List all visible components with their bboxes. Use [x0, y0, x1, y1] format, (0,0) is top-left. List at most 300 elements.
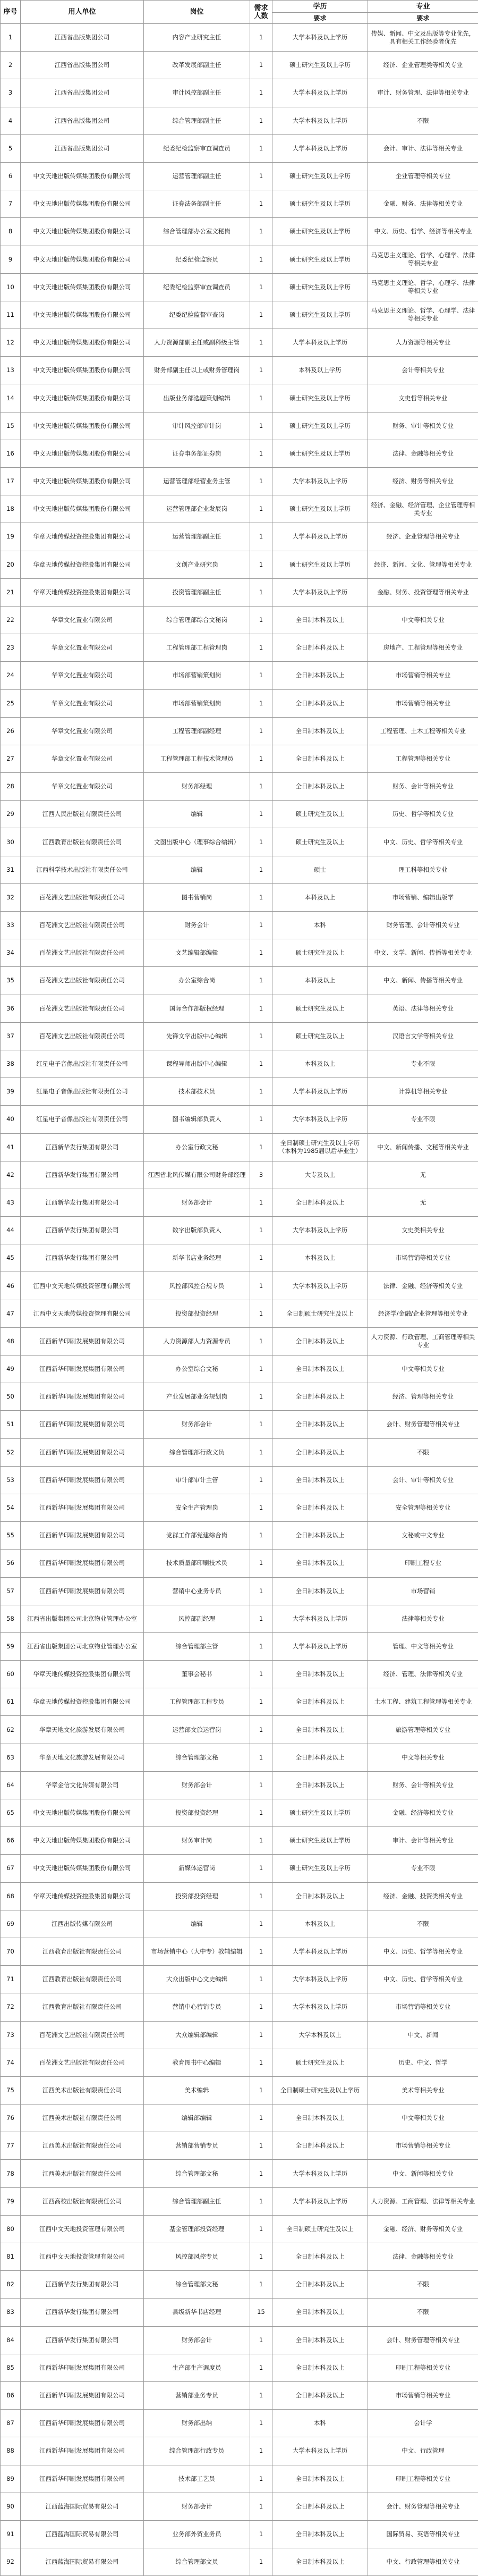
table-row: [1, 1632, 478, 1660]
cell-education: 大学本科及以上学历: [272, 24, 368, 52]
cell-major: 企业管理等相关专业: [368, 162, 478, 190]
table-row: [1, 1827, 478, 1855]
header-count: 需求人数: [250, 1, 272, 24]
cell-unit: 江西人民出版社有限责任公司: [21, 801, 144, 828]
cell-position: 大众出版中心文史编辑: [144, 1966, 250, 1993]
table-row: [1, 1106, 478, 1133]
cell-index: 4: [1, 107, 21, 134]
cell-index: 62: [1, 1716, 21, 1744]
table-row: [1, 1550, 478, 1577]
cell-count: 1: [250, 2187, 272, 2215]
cell-major: 土木工程、建筑工程管理等相关专业: [368, 1688, 478, 1716]
cell-major: 审计、财务管理、法律等相关专业: [368, 79, 478, 107]
table-row: [1, 828, 478, 856]
cell-position: 编辑: [144, 801, 250, 828]
table-row: [1, 1272, 478, 1300]
cell-position: 营销部业务专员: [144, 2381, 250, 2409]
cell-unit: 百花洲文艺出版社有限责任公司: [21, 2049, 144, 2076]
cell-index: 15: [1, 412, 21, 440]
table-row: [1, 745, 478, 772]
cell-unit: 华章天地文化旅游发展有限公司: [21, 1716, 144, 1744]
cell-position: 办公室综合文秘: [144, 1356, 250, 1383]
cell-position: 数字出版部负责人: [144, 1217, 250, 1244]
cell-unit: 江西新华印刷发展集团有限公司: [21, 1494, 144, 1521]
cell-index: 74: [1, 2049, 21, 2076]
cell-unit: 中文天地出版传媒集团股份有限公司: [21, 412, 144, 440]
cell-position: 纪委纪检监察审查调查员: [144, 273, 250, 301]
cell-count: 1: [250, 1993, 272, 2021]
cell-major: 马克思主义理论、哲学、心理学、法律等相关专业: [368, 301, 478, 329]
cell-count: 1: [250, 1217, 272, 1244]
cell-index: 73: [1, 2021, 21, 2049]
cell-unit: 江西新华印刷发展集团有限公司: [21, 2354, 144, 2381]
cell-major: 会计、审计等相关专业: [368, 1466, 478, 1494]
table-row: [1, 2021, 478, 2049]
table-row: [1, 801, 478, 828]
cell-education: 全日制本科及以上: [272, 1882, 368, 1910]
cell-index: 23: [1, 634, 21, 662]
cell-count: 1: [250, 1494, 272, 1521]
header-position: 岗位: [144, 1, 250, 24]
cell-education: 全日制本科及以上: [272, 2548, 368, 2576]
cell-index: 81: [1, 2243, 21, 2271]
table-row: [1, 1133, 478, 1161]
cell-unit: 华章文化置业有限公司: [21, 689, 144, 717]
cell-count: 1: [250, 107, 272, 134]
cell-unit: 华章天地传媒投资控股集团有限公司: [21, 551, 144, 578]
cell-major: 历史、哲学等相关专业: [368, 801, 478, 828]
cell-count: 1: [250, 578, 272, 606]
cell-count: 3: [250, 1161, 272, 1189]
cell-index: 61: [1, 1688, 21, 1716]
cell-index: 64: [1, 1771, 21, 1799]
cell-position: 综合管理部文员: [144, 2548, 250, 2576]
cell-position: 工程管理部工程专员: [144, 1688, 250, 1716]
table-row: [1, 2049, 478, 2076]
cell-position: 证券事务部证券岗: [144, 440, 250, 467]
cell-education: 全日制本科及以上: [272, 1716, 368, 1744]
cell-count: 1: [250, 1106, 272, 1133]
cell-position: 改革发展部副主任: [144, 52, 250, 79]
cell-education: 全日制硕士研究生及以上: [272, 1300, 368, 1327]
cell-education: 硕士研究生及以上: [272, 828, 368, 856]
cell-count: 1: [250, 939, 272, 967]
cell-unit: 江西美术出版社有限责任公司: [21, 2104, 144, 2132]
cell-position: 财务部出纳: [144, 2410, 250, 2437]
cell-education: 硕士研究生及以上学历: [272, 301, 368, 329]
cell-count: 1: [250, 1466, 272, 1494]
cell-unit: 江西高校出版社有限责任公司: [21, 2187, 144, 2215]
cell-major: 财务、会计等相关专业: [368, 773, 478, 801]
header-education-requirement: 要求: [272, 13, 368, 24]
cell-count: 1: [250, 773, 272, 801]
cell-education: 本科及以上: [272, 883, 368, 911]
cell-major: 金融、财务、投资管理等相关专业: [368, 578, 478, 606]
cell-unit: 江西新华印刷发展集团有限公司: [21, 1383, 144, 1411]
cell-unit: 江西新华印刷发展集团有限公司: [21, 1438, 144, 1466]
cell-major: 会计、财务管理等相关专业: [368, 1411, 478, 1438]
cell-unit: 江西新华发行集团有限公司: [21, 2271, 144, 2299]
cell-count: 1: [250, 1300, 272, 1327]
cell-education: 全日制本科及以上: [272, 2243, 368, 2271]
cell-unit: 江西新华发行集团有限公司: [21, 2326, 144, 2354]
cell-position: 风控部风控合规专员: [144, 1272, 250, 1300]
cell-index: 68: [1, 1882, 21, 1910]
cell-unit: 江西新华印刷发展集团有限公司: [21, 1550, 144, 1577]
cell-major: 中文、新闻传播、文秘等相关专业: [368, 1133, 478, 1161]
cell-position: 国际合作部版权经理: [144, 995, 250, 1022]
cell-education: 硕士研究生及以上: [272, 2049, 368, 2076]
cell-unit: 中文天地出版传媒集团股份有限公司: [21, 384, 144, 412]
cell-unit: 中文天地出版传媒集团股份有限公司: [21, 495, 144, 523]
cell-count: 1: [250, 2076, 272, 2104]
cell-unit: 江西蓝海国际贸易有限公司: [21, 2520, 144, 2548]
table-row: [1, 357, 478, 384]
table-row: [1, 1993, 478, 2021]
cell-index: 52: [1, 1438, 21, 1466]
cell-index: 11: [1, 301, 21, 329]
cell-education: 全日制本科及以上: [272, 634, 368, 662]
cell-position: 综合管理部文秘: [144, 1744, 250, 1771]
cell-major: 中文、新闻: [368, 2021, 478, 2049]
cell-education: 硕士研究生及以上学历: [272, 246, 368, 273]
cell-count: 1: [250, 995, 272, 1022]
cell-major: 法律、金融等相关专业: [368, 2243, 478, 2271]
cell-index: 82: [1, 2271, 21, 2299]
cell-count: 1: [250, 1356, 272, 1383]
cell-index: 55: [1, 1522, 21, 1550]
cell-major: 历史、中文、哲学: [368, 2049, 478, 2076]
cell-unit: 江西美术出版社有限责任公司: [21, 2160, 144, 2187]
cell-education: 大学本科及以上学历: [272, 468, 368, 495]
cell-unit: 华章文化置业有限公司: [21, 606, 144, 634]
cell-unit: 江西省出版集团公司北京物业管理办公室: [21, 1632, 144, 1660]
cell-count: 1: [250, 717, 272, 745]
cell-unit: 华章天地传媒投资控股集团有限公司: [21, 1688, 144, 1716]
table-row: [1, 2381, 478, 2409]
cell-count: 1: [250, 1605, 272, 1632]
cell-unit: 百花洲文艺出版社有限责任公司: [21, 967, 144, 995]
cell-unit: 中文天地出版传媒集团股份有限公司: [21, 218, 144, 246]
cell-position: 先锋文学出版中心编辑: [144, 1022, 250, 1050]
cell-index: 16: [1, 440, 21, 467]
cell-education: 全日制硕士研究生及以上学历（本科为1985届以后毕业生）: [272, 1133, 368, 1161]
cell-major: 金融、财务、法律等相关专业: [368, 190, 478, 218]
table-row: [1, 939, 478, 967]
cell-unit: 华章天地传媒投资控股集团有限公司: [21, 578, 144, 606]
cell-count: 1: [250, 2493, 272, 2520]
cell-education: 大学本科及以上学历: [272, 1272, 368, 1300]
cell-count: 1: [250, 2132, 272, 2160]
cell-count: 1: [250, 246, 272, 273]
table-row: [1, 551, 478, 578]
cell-major: 法律等相关专业: [368, 1605, 478, 1632]
cell-count: 1: [250, 1078, 272, 1106]
cell-unit: 江西省出版集团公司: [21, 107, 144, 134]
cell-education: 硕士研究生及以上学历: [272, 551, 368, 578]
table-row: [1, 412, 478, 440]
cell-position: 运营管理部企业发展岗: [144, 495, 250, 523]
cell-education: 全日制本科及以上: [272, 689, 368, 717]
table-row: [1, 1244, 478, 1272]
cell-position: 营销中心营销专员: [144, 1993, 250, 2021]
cell-position: 教育图书中心编辑: [144, 2049, 250, 2076]
cell-education: 大学本科及以上学历: [272, 1217, 368, 1244]
cell-major: 传媒、新闻、中文及出版等专业优先，具有相关工作经验者优先: [368, 24, 478, 52]
table-row: [1, 2410, 478, 2437]
table-row: [1, 2548, 478, 2576]
cell-unit: 江西蓝海国际贸易有限公司: [21, 2493, 144, 2520]
cell-education: 全日制硕士研究生及以上: [272, 2215, 368, 2243]
cell-count: 1: [250, 1799, 272, 1827]
cell-major: 会计、财务管理等相关专业: [368, 2493, 478, 2520]
cell-position: 文艺编辑部编辑: [144, 939, 250, 967]
cell-major: 金融、经济等相关专业: [368, 1799, 478, 1827]
table-row: [1, 1466, 478, 1494]
cell-unit: 中文天地出版传媒集团股份有限公司: [21, 329, 144, 357]
cell-index: 92: [1, 2548, 21, 2576]
cell-major: 中文、新闻、传播等相关专业: [368, 967, 478, 995]
cell-major: 中文、历史、哲学等相关专业: [368, 1966, 478, 1993]
cell-education: 全日制本科及以上: [272, 2354, 368, 2381]
cell-count: 1: [250, 883, 272, 911]
cell-major: 中文、行政管理: [368, 2437, 478, 2465]
cell-index: 85: [1, 2354, 21, 2381]
cell-position: 工程管理部工程技术管理员: [144, 745, 250, 772]
cell-position: 财务部会计: [144, 2326, 250, 2354]
cell-count: 1: [250, 1855, 272, 1882]
cell-position: 财务审计岗: [144, 1827, 250, 1855]
cell-unit: 中文天地出版传媒集团股份有限公司: [21, 440, 144, 467]
cell-count: 1: [250, 745, 272, 772]
cell-major: 会计、审计、法律等相关专业: [368, 134, 478, 162]
table-row: [1, 1882, 478, 1910]
cell-unit: 江西省出版集团公司北京物业管理办公室: [21, 1605, 144, 1632]
cell-education: 大学本科及以上学历: [272, 1966, 368, 1993]
cell-education: 大学本科及以上学历: [272, 1605, 368, 1632]
cell-index: 67: [1, 1855, 21, 1882]
cell-major: 中文等相关专业: [368, 2104, 478, 2132]
cell-index: 8: [1, 218, 21, 246]
cell-education: 本科及以上学历: [272, 357, 368, 384]
table-row: [1, 190, 478, 218]
cell-major: 专业不限: [368, 1050, 478, 1077]
cell-index: 14: [1, 384, 21, 412]
cell-position: 技术部工艺员: [144, 2465, 250, 2493]
cell-major: 理工科等相关专业: [368, 856, 478, 883]
cell-unit: 中文天地出版传媒集团股份有限公司: [21, 357, 144, 384]
table-row: [1, 301, 478, 329]
cell-unit: 江西省出版集团公司: [21, 134, 144, 162]
table-row: [1, 273, 478, 301]
cell-count: 1: [250, 1938, 272, 1965]
cell-index: 21: [1, 578, 21, 606]
cell-unit: 江西新华印刷发展集团有限公司: [21, 1466, 144, 1494]
cell-major: 专业不限: [368, 1106, 478, 1133]
cell-unit: 江西新华印刷发展集团有限公司: [21, 2437, 144, 2465]
cell-position: 工程管理部副经理: [144, 717, 250, 745]
cell-education: 全日制本科及以上: [272, 2132, 368, 2160]
cell-position: 纪委纪检监察员: [144, 246, 250, 273]
cell-index: 33: [1, 912, 21, 939]
cell-major: 专业不限: [368, 1855, 478, 1882]
cell-major: 人力资源等相关专业: [368, 329, 478, 357]
cell-count: 1: [250, 357, 272, 384]
cell-education: 全日制本科及以上: [272, 1661, 368, 1688]
table-row: [1, 1411, 478, 1438]
cell-index: 1: [1, 24, 21, 52]
cell-position: 投资部投资经理: [144, 1799, 250, 1827]
cell-index: 6: [1, 162, 21, 190]
cell-count: 1: [250, 24, 272, 52]
cell-education: 全日制本科及以上: [272, 1327, 368, 1355]
cell-index: 18: [1, 495, 21, 523]
cell-education: 全日制本科及以上: [272, 1550, 368, 1577]
cell-major: 国际贸易、英语等相关专业: [368, 2520, 478, 2548]
cell-index: 71: [1, 1966, 21, 1993]
cell-index: 91: [1, 2520, 21, 2548]
cell-unit: 江西新华印刷发展集团有限公司: [21, 1411, 144, 1438]
cell-unit: 百花洲文艺出版社有限责任公司: [21, 912, 144, 939]
table-row: [1, 24, 478, 52]
cell-unit: 百花洲文艺出版社有限责任公司: [21, 2021, 144, 2049]
table-row: [1, 2076, 478, 2104]
cell-major: 中文等相关专业: [368, 1744, 478, 1771]
cell-major: 旅游管理等相关专业: [368, 1716, 478, 1744]
cell-major: 经济、金融、投资类相关专业: [368, 1882, 478, 1910]
cell-major: 中文、文学、新闻、传播等相关专业: [368, 939, 478, 967]
cell-count: 1: [250, 1882, 272, 1910]
cell-unit: 中文天地出版传媒集团股份有限公司: [21, 468, 144, 495]
cell-unit: 江西新华发行集团有限公司: [21, 1161, 144, 1189]
table-body: [1, 24, 478, 2576]
cell-unit: 江西中文天地传媒投资管理有限公司: [21, 1272, 144, 1300]
header-education: 学历: [272, 1, 368, 13]
table-row: [1, 773, 478, 801]
cell-count: 15: [250, 2299, 272, 2326]
cell-index: 9: [1, 246, 21, 273]
cell-unit: 江西中文天地投资管理有限公司: [21, 2215, 144, 2243]
cell-education: 全日制本科及以上: [272, 2271, 368, 2299]
table-row: [1, 1688, 478, 1716]
cell-index: 77: [1, 2132, 21, 2160]
table-row: [1, 2160, 478, 2187]
cell-unit: 江西省出版集团公司: [21, 52, 144, 79]
cell-index: 35: [1, 967, 21, 995]
cell-position: 编辑部编辑: [144, 2104, 250, 2132]
cell-index: 72: [1, 1993, 21, 2021]
cell-count: 1: [250, 1327, 272, 1355]
cell-unit: 江西新华发行集团有限公司: [21, 1133, 144, 1161]
cell-count: 1: [250, 551, 272, 578]
cell-count: 1: [250, 1244, 272, 1272]
cell-position: 文图出版中心（理事综合编辑）: [144, 828, 250, 856]
cell-major: 不限: [368, 1438, 478, 1466]
cell-position: 新媒体运营岗: [144, 1855, 250, 1882]
cell-position: 审计风控部审计岗: [144, 412, 250, 440]
cell-major: 人力资源、工商管理、法律等相关专业: [368, 2187, 478, 2215]
cell-education: 全日制本科及以上: [272, 1466, 368, 1494]
cell-education: 全日制本科及以上: [272, 2465, 368, 2493]
cell-index: 76: [1, 2104, 21, 2132]
cell-education: 硕士研究生及以上: [272, 995, 368, 1022]
cell-count: 1: [250, 301, 272, 329]
cell-unit: 中文天地出版传媒集团股份有限公司: [21, 246, 144, 273]
cell-education: 大学本科及以上学历: [272, 1106, 368, 1133]
cell-unit: 江西新华印刷发展集团有限公司: [21, 1522, 144, 1550]
cell-count: 1: [250, 1438, 272, 1466]
table-row: [1, 1855, 478, 1882]
cell-major: 文史哲等相关专业: [368, 384, 478, 412]
cell-count: 1: [250, 218, 272, 246]
cell-unit: 江西中文天地传媒投资管理有限公司: [21, 1300, 144, 1327]
cell-count: 1: [250, 1661, 272, 1688]
header-major-requirement: 要求: [368, 13, 478, 24]
cell-education: 全日制本科及以上: [272, 773, 368, 801]
cell-index: 65: [1, 1799, 21, 1827]
cell-major: 不限: [368, 2271, 478, 2299]
header-major: 专业: [368, 1, 478, 13]
table-row: [1, 1744, 478, 1771]
cell-unit: 中文天地出版传媒集团股份有限公司: [21, 162, 144, 190]
cell-position: 市场部营销策划岗: [144, 689, 250, 717]
cell-unit: 中文天地出版传媒集团股份有限公司: [21, 1855, 144, 1882]
cell-education: 全日制本科及以上: [272, 2299, 368, 2326]
cell-major: 英语、法律等相关专业: [368, 995, 478, 1022]
cell-major: 财务管理、会计等相关专业: [368, 912, 478, 939]
cell-index: 31: [1, 856, 21, 883]
cell-education: 硕士研究生及以上学历: [272, 52, 368, 79]
cell-major: 法律、金融等相关专业: [368, 440, 478, 467]
cell-count: 1: [250, 2437, 272, 2465]
table-row: [1, 440, 478, 467]
cell-position: 综合管理部副主任: [144, 2187, 250, 2215]
cell-position: 财务部会计: [144, 1771, 250, 1799]
cell-index: 70: [1, 1938, 21, 1965]
cell-major: 市场营销: [368, 1577, 478, 1605]
cell-unit: 中文天地出版传媒集团股份有限公司: [21, 301, 144, 329]
cell-education: 全日制本科及以上: [272, 1522, 368, 1550]
table-row: [1, 1050, 478, 1077]
cell-index: 32: [1, 883, 21, 911]
cell-position: 县级新华书店经理: [144, 2299, 250, 2326]
cell-education: 大学本科及以上学历: [272, 134, 368, 162]
cell-education: 全日制本科及以上: [272, 1383, 368, 1411]
cell-position: 工程管理部工程管理岗: [144, 634, 250, 662]
cell-major: 房地产、工程管理等相关专业: [368, 634, 478, 662]
cell-count: 1: [250, 495, 272, 523]
cell-unit: 百花洲文艺出版社有限责任公司: [21, 995, 144, 1022]
cell-count: 1: [250, 689, 272, 717]
cell-education: 硕士研究生及以上: [272, 939, 368, 967]
cell-count: 1: [250, 2354, 272, 2381]
cell-position: 财务会计: [144, 912, 250, 939]
table-header-row: [1, 1, 478, 13]
table-row: [1, 218, 478, 246]
cell-unit: 中文天地出版传媒集团股份有限公司: [21, 1827, 144, 1855]
cell-education: 硕士: [272, 856, 368, 883]
cell-education: 硕士研究生及以上: [272, 801, 368, 828]
cell-major: 中文等相关专业: [368, 606, 478, 634]
table-row: [1, 995, 478, 1022]
cell-major: 马克思主义理论、哲学、心理学、法律等相关专业: [368, 273, 478, 301]
table-row: [1, 1383, 478, 1411]
cell-education: 硕士研究生及以上学历: [272, 273, 368, 301]
cell-index: 40: [1, 1106, 21, 1133]
cell-count: 1: [250, 606, 272, 634]
cell-position: 风控部副经理: [144, 1605, 250, 1632]
cell-education: 大学本科及以上学历: [272, 523, 368, 551]
